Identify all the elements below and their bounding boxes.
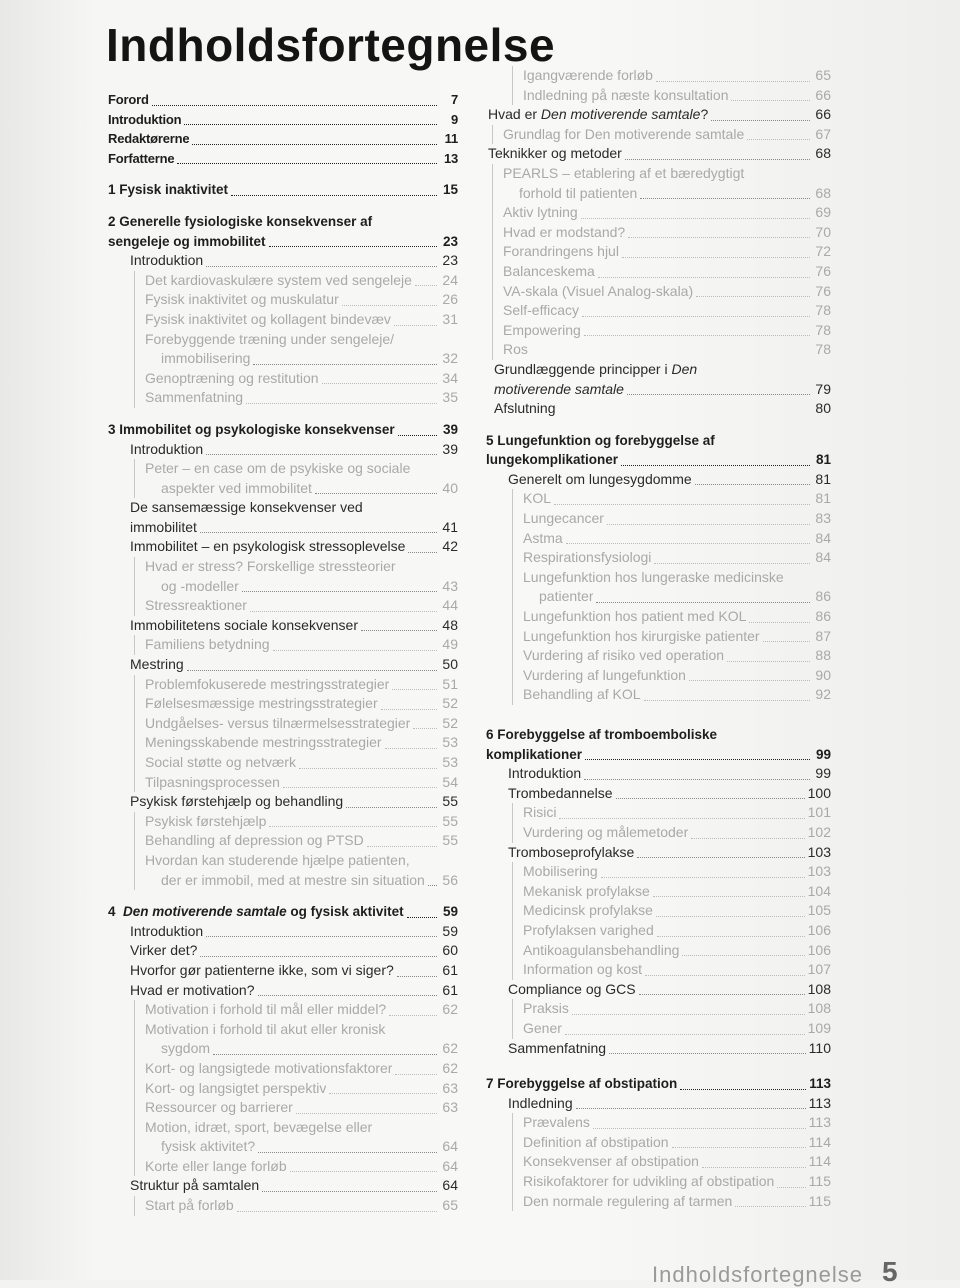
toc-subsection: Igangværende forløb 65 bbox=[512, 66, 831, 86]
toc-section: Introduktion 23 bbox=[130, 252, 458, 269]
toc-section: Generelt om lungesygdomme 81 bbox=[508, 470, 831, 487]
toc-subsection: VA-skala (Visuel Analog-skala) 76 bbox=[492, 282, 831, 302]
toc-subsection: Kort- og langsigtet perspektiv 63 bbox=[134, 1079, 458, 1099]
toc-subsection: Prævalens 113 bbox=[512, 1113, 831, 1133]
toc-subsection: Fysisk inaktivitet og kollagent bindevæv 31 bbox=[134, 310, 458, 330]
toc-entry-redaktorerne: Redaktørerne 11 bbox=[108, 131, 458, 147]
toc-subsection: aspekter ved immobilitet 40 bbox=[134, 479, 458, 499]
toc-subsection: Start på forløb 65 bbox=[134, 1196, 458, 1216]
toc-section: Struktur på samtalen 64 bbox=[130, 1177, 458, 1194]
toc-chapter-5-head: 5 Lungefunktion og forebyggelse af bbox=[486, 432, 715, 448]
toc-subsection: immobilisering 32 bbox=[134, 349, 458, 369]
toc-section: Hvad er Den motiverende samtale? 66 bbox=[488, 106, 831, 123]
toc-subsection-line: Forebyggende træning under sengeleje/ bbox=[134, 330, 458, 350]
toc-section: Tromboseprofylakse 103 bbox=[508, 843, 831, 860]
toc-subsection: Familiens betydning 49 bbox=[134, 635, 458, 655]
toc-subsection-line: Motion, idræt, sport, bevægelse eller bbox=[134, 1118, 458, 1138]
toc-section: motiverende samtale 79 bbox=[494, 380, 831, 397]
toc-subsection-line: Hvordan kan studerende hjælpe patienten, bbox=[134, 851, 458, 871]
toc-subsection: Antikoagulansbehandling 106 bbox=[512, 941, 831, 961]
toc-subsection: Grundlag for Den motiverende samtale 67 bbox=[492, 125, 831, 145]
toc-subsection: Meningsskabende mestringsstrategier 53 bbox=[134, 733, 458, 753]
toc-subsection: Praksis 108 bbox=[512, 999, 831, 1019]
toc-subsection-line: PEARLS – etablering af et bæredygtigt bbox=[492, 164, 831, 184]
page-title: Indholdsfortegnelse bbox=[106, 19, 556, 71]
toc-section: Immobilitetens sociale konsekvenser 48 bbox=[130, 616, 458, 633]
toc-subsection: Astma 84 bbox=[512, 529, 831, 549]
toc-subsection: Aktiv lytning 69 bbox=[492, 203, 831, 223]
toc-subsection: og -modeller 43 bbox=[134, 577, 458, 597]
toc-subsection: Respirationsfysiologi 84 bbox=[512, 548, 831, 568]
toc-section-line: De sansemæssige konsekvenser ved bbox=[130, 499, 363, 516]
toc-subsection: Ros 78 bbox=[492, 340, 831, 360]
toc-subsection: Behandling af depression og PTSD 55 bbox=[134, 831, 458, 851]
toc-entry-forfatterne: Forfatterne 13 bbox=[108, 150, 458, 166]
toc-subsection: Gener 109 bbox=[512, 1019, 831, 1039]
toc-subsection: Ressourcer og barrierer 63 bbox=[134, 1098, 458, 1118]
toc-subsection: Social støtte og netværk 53 bbox=[134, 753, 458, 773]
toc-section: Sammenfatning 110 bbox=[508, 1039, 831, 1056]
toc-chapter-2-head: 2 Generelle fysiologiske konsekvenser af bbox=[108, 213, 373, 229]
toc-subsection: Behandling af KOL 92 bbox=[512, 685, 831, 705]
toc-section: Trombedannelse 100 bbox=[508, 784, 831, 801]
toc-subsection: Mobilisering 103 bbox=[512, 862, 831, 882]
toc-chapter-7: 7 Forebyggelse af obstipation 113 bbox=[486, 1076, 831, 1092]
toc-subsection: Problemfokuserede mestringsstrategier 51 bbox=[134, 675, 458, 695]
toc-section: Teknikker og metoder 68 bbox=[488, 145, 831, 162]
toc-subsection: Definition af obstipation 114 bbox=[512, 1133, 831, 1153]
toc-subsection: Fysisk inaktivitet og muskulatur 26 bbox=[134, 290, 458, 310]
toc-subsection-line: Lungefunktion hos lungeraske medicinske bbox=[512, 568, 831, 588]
toc-subsection: Lungecancer 83 bbox=[512, 509, 831, 529]
toc-section-line: Grundlæggende principper i Den bbox=[494, 360, 698, 377]
toc-entry-introduktion: Introduktion 9 bbox=[108, 111, 458, 127]
toc-subsection: Vurdering af risiko ved operation 88 bbox=[512, 646, 831, 666]
toc-subsection: patienter 86 bbox=[512, 587, 831, 607]
toc-section: Indledning 113 bbox=[508, 1094, 831, 1111]
toc-subsection: fysisk aktivitet? 64 bbox=[134, 1137, 458, 1157]
toc-left-column bbox=[108, 90, 458, 1216]
toc-subsection: Undgåelses- versus tilnærmelsesstrategier 52 bbox=[134, 714, 458, 734]
toc-chapter-2: sengeleje og immobilitet 23 bbox=[108, 233, 458, 249]
toc-subsection: Self-efficacy 78 bbox=[492, 301, 831, 321]
toc-subsection: Korte eller lange forløb 64 bbox=[134, 1157, 458, 1177]
toc-subsection: Indledning på næste konsultation 66 bbox=[512, 86, 831, 106]
toc-entry-forord: Forord 7 bbox=[108, 92, 458, 107]
toc-subsection: KOL 81 bbox=[512, 489, 831, 509]
toc-section: Introduktion 39 bbox=[130, 440, 458, 457]
toc-subsection: Vurdering af lungefunktion 90 bbox=[512, 666, 831, 686]
toc-subsection: Empowering 78 bbox=[492, 321, 831, 341]
toc-subsection: Information og kost 107 bbox=[512, 960, 831, 980]
toc-subsection: Forandringens hjul 72 bbox=[492, 242, 831, 262]
toc-chapter-6: komplikationer 99 bbox=[486, 746, 831, 762]
toc-section: Introduktion 99 bbox=[508, 765, 831, 782]
toc-subsection: Risici 101 bbox=[512, 803, 831, 823]
toc-chapter-6-head: 6 Forebyggelse af tromboemboliske bbox=[486, 727, 718, 742]
toc-subsection: Risikofaktorer for udvikling af obstipation 115 bbox=[512, 1172, 831, 1192]
toc-subsection: Mekanisk profylakse 104 bbox=[512, 882, 831, 902]
toc-subsection: der er immobil, med at mestre sin situation 56 bbox=[134, 871, 458, 891]
toc-section: Introduktion 59 bbox=[130, 922, 458, 939]
page-number: 5 bbox=[882, 1256, 898, 1287]
toc-subsection: sygdom 62 bbox=[134, 1039, 458, 1059]
toc-section: Compliance og GCS 108 bbox=[508, 980, 831, 997]
toc-section: Immobilitet – en psykologisk stressoplevelse 42 bbox=[130, 538, 458, 555]
toc-subsection: Profylaksen varighed 106 bbox=[512, 921, 831, 941]
running-head: Indholdsfortegnelse bbox=[652, 1262, 864, 1287]
toc-subsection-line: Peter – en case om de psykiske og sociale bbox=[134, 459, 458, 479]
toc-subsection: Sammenfatning 35 bbox=[134, 388, 458, 408]
toc-chapter-1: 1 Fysisk inaktivitet 15 bbox=[108, 182, 458, 198]
toc-subsection: Hvad er modstand? 70 bbox=[492, 223, 831, 243]
toc-subsection: Lungefunktion hos patient med KOL 86 bbox=[512, 607, 831, 627]
toc-section: Virker det? 60 bbox=[130, 942, 458, 959]
toc-subsection: Vurdering og målemetoder 102 bbox=[512, 823, 831, 843]
toc-right-column bbox=[486, 66, 831, 1211]
toc-section: immobilitet 41 bbox=[130, 518, 458, 535]
toc-section: Afslutning 80 bbox=[494, 400, 831, 417]
toc-subsection: Psykisk førstehjælp 55 bbox=[134, 812, 458, 832]
toc-subsection: Lungefunktion hos kirurgiske patienter 87 bbox=[512, 627, 831, 647]
toc-subsection: Den normale regulering af tarmen 115 bbox=[512, 1192, 831, 1212]
toc-subsection: Motivation i forhold til mål eller middel? 62 bbox=[134, 1000, 458, 1020]
toc-subsection: Følelsesmæssige mestringsstrategier 52 bbox=[134, 694, 458, 714]
toc-chapter-5: lungekomplikationer 81 bbox=[486, 452, 831, 468]
toc-subsection: Kort- og langsigtede motivationsfaktorer 62 bbox=[134, 1059, 458, 1079]
toc-subsection-line: Motivation i forhold til akut eller kronisk bbox=[134, 1020, 458, 1040]
toc-chapter-3: 3 Immobilitet og psykologiske konsekvenser 39 bbox=[108, 421, 458, 437]
toc-section: Mestring 50 bbox=[130, 656, 458, 673]
toc-subsection: Balanceskema 76 bbox=[492, 262, 831, 282]
toc-section: Psykisk førstehjælp og behandling 55 bbox=[130, 793, 458, 810]
toc-subsection-line: Hvad er stress? Forskellige stressteorier bbox=[134, 557, 458, 577]
toc-subsection: Det kardiovaskulære system ved sengeleje 24 bbox=[134, 271, 458, 291]
toc-subsection: Medicinsk profylakse 105 bbox=[512, 901, 831, 921]
toc-subsection: forhold til patienten 68 bbox=[492, 184, 831, 204]
toc-section: Hvorfor gør patienterne ikke, som vi siger? 61 bbox=[130, 961, 458, 978]
toc-chapter-4: 4 Den motiverende samtale og fysisk aktivitet 59 bbox=[108, 904, 458, 920]
toc-subsection: Tilpasningsprocessen 54 bbox=[134, 773, 458, 793]
toc-section: Hvad er motivation? 61 bbox=[130, 981, 458, 998]
toc-subsection: Konsekvenser af obstipation 114 bbox=[512, 1152, 831, 1172]
toc-subsection: Genoptræning og restitution 34 bbox=[134, 369, 458, 389]
toc-subsection: Stressreaktioner 44 bbox=[134, 596, 458, 616]
